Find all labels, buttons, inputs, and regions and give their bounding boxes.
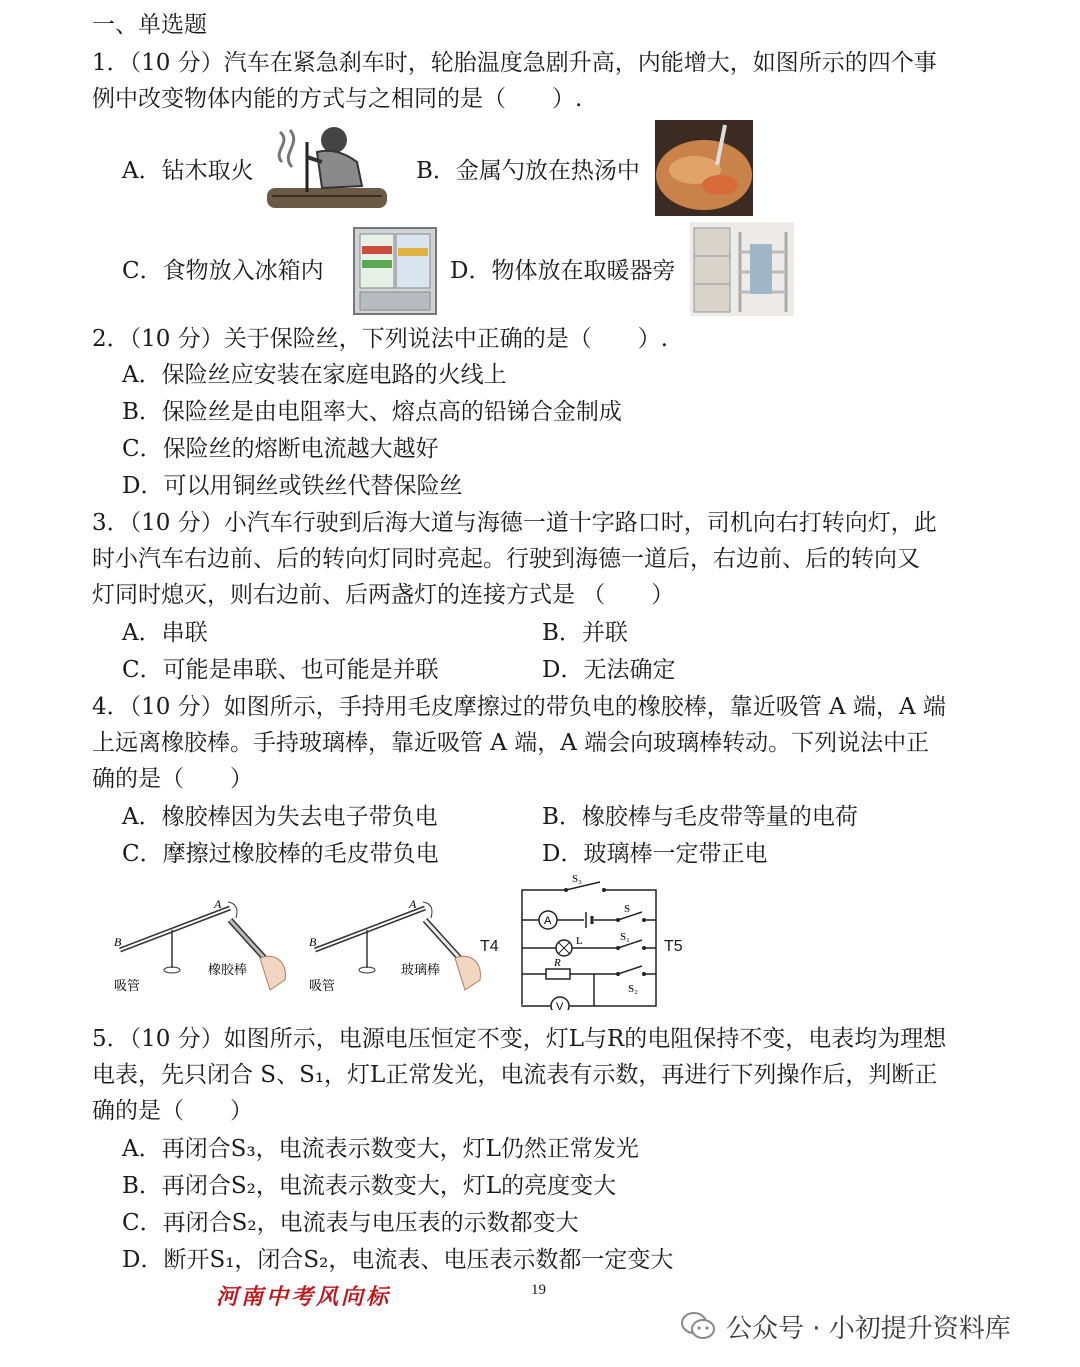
q3-line-1: 3．（10 分）小汽车行驶到后海大道与海德一道十字路口时，司机向右打转向灯，此	[92, 510, 937, 536]
q3-line-2: 时小汽车右边前、后的转向灯同时亮起。行驶到海德一道后，右边前、后的转向又	[92, 546, 920, 572]
q5-option-c[interactable]: C．再闭合S₂，电流表与电压表的示数都变大	[122, 1210, 579, 1236]
t5-label: T5	[664, 938, 683, 955]
switch-s-label: S	[624, 903, 631, 915]
q1-line-2: 例中改变物体内能的方式与之相同的是（ ）.	[92, 86, 583, 112]
q2-option-a[interactable]: A．保险丝应安装在家庭电路的火线上	[122, 362, 507, 388]
brand-label: 河南中考风向标	[216, 1284, 392, 1310]
q3-option-c[interactable]: C．可能是串联、也可能是并联	[122, 657, 439, 683]
q5-option-b[interactable]: B．再闭合S₂，电流表示数变大，灯L的亮度变大	[122, 1173, 617, 1199]
wechat-watermark	[680, 1306, 1011, 1346]
switch-s2-label: S₂	[628, 983, 638, 995]
q2-option-d[interactable]: D．可以用铜丝或铁丝代替保险丝	[122, 473, 463, 499]
refrigerator-image	[352, 226, 438, 316]
q3-option-b[interactable]: B．并联	[542, 620, 628, 646]
q2-line-1: 2．（10 分）关于保险丝，下列说法中正确的是（ ）.	[92, 326, 669, 352]
q4-option-d[interactable]: D．玻璃棒一定带正电	[542, 841, 768, 867]
q1-option-b[interactable]: B．金属勺放在热汤中	[416, 158, 640, 184]
ammeter-label: A	[544, 915, 552, 927]
q3-option-d[interactable]: D．无法确定	[542, 657, 676, 683]
q3-option-a[interactable]: A．串联	[122, 620, 208, 646]
wechat-icon	[680, 1311, 716, 1341]
straw-label: 吸管	[114, 979, 141, 994]
straw2-label: 吸管	[309, 979, 336, 994]
q5-option-d[interactable]: D．断开S₁，闭合S₂，电流表、电压表示数都一定变大	[122, 1247, 674, 1273]
straw2-end-a-label: A	[409, 897, 417, 911]
glass-rod-label: 玻璃棒	[401, 963, 441, 978]
q4-option-b[interactable]: B．橡胶棒与毛皮带等量的电荷	[542, 804, 858, 830]
t4-label: T4	[480, 938, 499, 955]
q4-line-1: 4．（10 分）如图所示，手持用毛皮摩擦过的带负电的橡胶棒，靠近吸管 A 端，A 端	[92, 694, 946, 720]
q2-option-b[interactable]: B．保险丝是由电阻率大、熔点高的铅锑合金制成	[122, 399, 622, 425]
q4-line-2: 上远离橡胶棒。手持玻璃棒，靠近吸管 A 端，A 端会向玻璃棒转动。下列说法中正	[92, 730, 930, 756]
q4-option-c[interactable]: C．摩擦过橡胶棒的毛皮带负电	[122, 841, 439, 867]
q5-line-1: 5．（10 分）如图所示，电源电压恒定不变，灯L与R的电阻保持不变，电表均为理想	[92, 1026, 947, 1052]
resistor-label: R	[554, 957, 561, 969]
drilling-wood-fire-image	[262, 122, 398, 214]
q4-option-a[interactable]: A．橡胶棒因为失去电子带负电	[122, 804, 438, 830]
section-title: 一、单选题	[92, 12, 207, 38]
switch-s1-label: S₁	[620, 931, 630, 943]
q1-line-1: 1．（10 分）汽车在紧急刹车时，轮胎温度急剧升高，内能增大，如图所示的四个事	[92, 50, 937, 76]
q5-line-3: 确的是（ ）	[92, 1098, 253, 1124]
q2-option-c[interactable]: C．保险丝的熔断电流越大越好	[122, 436, 439, 462]
q1-option-c[interactable]: C．食物放入冰箱内	[122, 258, 324, 284]
lamp-label: L	[576, 935, 583, 947]
q1-option-d[interactable]: D．物体放在取暖器旁	[450, 258, 676, 284]
q1-option-a[interactable]: A．钻木取火	[122, 158, 254, 184]
q5-line-2: 电表，先只闭合 S、S₁，灯L正常发光，电流表有示数，再进行下列操作后，判断正	[92, 1062, 938, 1088]
straw-rubber-rod-figure	[110, 890, 300, 1000]
straw-end-a-label: A	[214, 897, 222, 911]
straw-end-b-label: B	[114, 935, 122, 949]
voltmeter-label: V	[556, 1001, 564, 1010]
heater-image	[690, 222, 794, 316]
rubber-rod-label: 橡胶棒	[208, 963, 248, 978]
switch-s3-label: S₃	[572, 874, 582, 885]
page-number: 19	[531, 1282, 546, 1298]
q5-option-a[interactable]: A．再闭合S₃，电流表示数变大，灯L仍然正常发光	[122, 1136, 639, 1162]
q3-line-3: 灯同时熄灭，则右边前、后两盏灯的连接方式是 （ ）	[92, 582, 675, 608]
straw-glass-rod-figure	[305, 890, 495, 1000]
circuit-diagram	[516, 874, 662, 1010]
q4-line-3: 确的是（ ）	[92, 766, 253, 792]
straw2-end-b-label: B	[309, 935, 317, 949]
watermark-text: 公众号 · 小初提升资料库	[726, 1313, 1011, 1344]
hot-soup-spoon-image	[655, 120, 753, 216]
